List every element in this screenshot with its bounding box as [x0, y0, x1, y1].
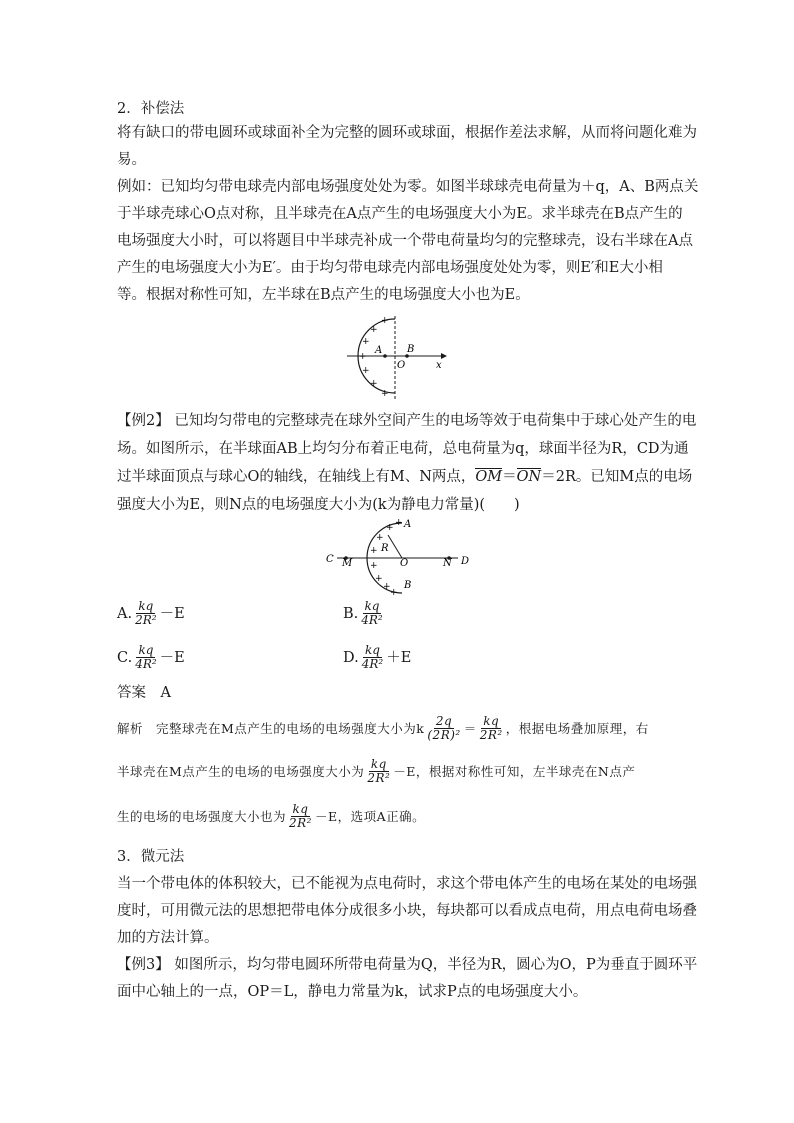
label-c: C: [326, 554, 334, 565]
text-span: 半球壳在M点产生的电场的电场强度大小为: [117, 763, 365, 779]
label-x: x: [436, 360, 442, 371]
paragraph-line: 加的方法计算。: [117, 930, 219, 946]
plus-sign: +: [370, 325, 378, 335]
hemisphere-axis-figure: [320, 517, 480, 595]
label-b: B: [407, 344, 415, 355]
analysis-line: [117, 715, 649, 742]
plus-sign: +: [370, 546, 378, 556]
numerator: kq: [364, 599, 380, 613]
paragraph-line: 面中心轴上的一点，OP＝L，静电力常量为k，试求P点的电场强度大小。: [117, 984, 588, 1000]
hemisphere-figure: [345, 313, 455, 403]
option-tail: －E: [159, 605, 185, 622]
denominator: 2R²: [367, 771, 391, 785]
paragraph-line: 【例2】 已知均匀带电的完整球壳在球外空间产生的电场等效于电荷集中于球心处产生的电: [117, 413, 697, 429]
analysis-line: [117, 803, 425, 830]
label-d: D: [461, 556, 470, 567]
denominator: 2R²: [479, 728, 503, 742]
option-tail: －E: [159, 649, 185, 666]
fraction: [425, 715, 462, 742]
plus-sign: +: [362, 337, 370, 347]
paragraph-line: 电场强度大小时，可以将题目中半球壳补成一个带电荷量均匀的完整球壳，设右半球在A点: [117, 233, 693, 249]
label-o: O: [397, 360, 406, 371]
segment-om: OM: [475, 469, 503, 485]
label-b: B: [404, 580, 412, 591]
plus-sign: +: [381, 389, 389, 399]
option-tail: ＋E: [386, 649, 412, 666]
section-heading-micro-element: 3．微元法: [117, 849, 185, 865]
fraction: [133, 644, 158, 671]
denominator: 4R²: [361, 613, 383, 627]
fraction: [365, 758, 392, 785]
denominator: (2R)²: [427, 728, 461, 742]
plus-sign: +: [395, 518, 403, 528]
option-label: A.: [117, 605, 133, 622]
text-span: 生的电场的电场强度大小也为: [117, 808, 287, 824]
section-heading-compensation: 2．补偿法: [117, 101, 185, 117]
segment-on: ON: [516, 469, 542, 485]
text-span: －E，根据对称性可知，左半球壳在N点产: [393, 763, 636, 779]
paragraph-line: [117, 469, 692, 485]
numerator: 2q: [435, 714, 453, 728]
option-label: C.: [117, 649, 133, 666]
paragraph-line: 场。如图所示，在半球面AB上均匀分布着正电荷，总电荷量为q，球面半径为R，CD为通: [117, 441, 689, 457]
numerator: kq: [138, 643, 154, 657]
fraction: [478, 715, 505, 742]
x-axis-arrow-icon: [441, 353, 447, 359]
answer-line: 答案 A: [117, 685, 171, 701]
option-label: B.: [343, 605, 359, 622]
plus-sign: +: [362, 366, 370, 376]
numerator: kq: [138, 599, 154, 613]
plus-sign: +: [390, 588, 398, 595]
paragraph-line: 【例3】 如图所示，均匀带电圆环所带电荷量为Q，半径为R，圆心为O，P为垂直于圆环平: [117, 957, 698, 973]
plus-sign: +: [370, 561, 378, 571]
option-label: D.: [343, 649, 359, 666]
label-a: A: [375, 345, 383, 356]
denominator: 2R²: [289, 816, 312, 830]
option-b[interactable]: [343, 600, 386, 627]
denominator: 4R²: [135, 657, 157, 671]
denominator: 4R²: [361, 657, 384, 671]
label-n: N: [443, 558, 452, 569]
fraction: [287, 803, 314, 830]
text-span: ，根据电场叠加原理，右: [505, 720, 649, 736]
text-span: －E，选项A正确。: [315, 808, 426, 824]
paragraph-line: 例如：已知均匀带电球壳内部电场强度处处为零。如图半球球壳电荷量为＋q，A、B两点关: [117, 179, 699, 195]
option-d[interactable]: [343, 644, 411, 671]
denominator: 2R²: [135, 613, 157, 627]
text-span: ＝: [502, 469, 517, 485]
text-span: ＝: [463, 720, 477, 736]
label-o: O: [400, 558, 409, 569]
fraction: [133, 600, 158, 627]
paragraph-line: 度时，可用微元法的思想把带电体分成很多小块，每块都可以看成点电荷，用点电荷电场叠: [117, 903, 697, 919]
analysis-line: [117, 758, 635, 785]
paragraph-line: 当一个带电体的体积较大，已不能视为点电荷时，求这个带电体产生的电场在某处的电场强: [117, 876, 697, 892]
option-a[interactable]: [117, 600, 185, 627]
plus-sign: +: [375, 574, 383, 584]
paragraph-line: 易。: [117, 152, 146, 168]
numerator: kq: [370, 757, 387, 771]
text-span: ＝2R。已知M点的电场: [541, 469, 693, 485]
plus-sign: +: [359, 352, 367, 362]
label-m: M: [342, 558, 353, 569]
plus-sign: +: [386, 523, 394, 533]
paragraph-line: 强度大小为E，则N点的电场强度大小为(k为静电力常量)( ): [117, 497, 520, 513]
paragraph-line: 于半球壳球心O点对称，且半球壳在A点产生的电场强度大小为E。求半球壳在B点产生的: [117, 206, 683, 222]
radius-r-line: [388, 535, 402, 558]
numerator: kq: [292, 802, 309, 816]
fraction: [360, 644, 385, 671]
paragraph-line: 产生的电场强度大小为E′。由于均匀带电球壳内部电场强度处处为零，则E′和E大小相: [117, 260, 663, 276]
option-c[interactable]: [117, 644, 185, 671]
point-a-dot: [383, 354, 387, 358]
plus-sign: +: [381, 316, 389, 326]
paragraph-line: 将有缺口的带电圆环或球面补全为完整的圆环或球面，根据作差法求解，从而将问题化难为: [117, 125, 697, 141]
plus-sign: +: [370, 379, 378, 389]
numerator: kq: [483, 714, 500, 728]
numerator: kq: [364, 643, 380, 657]
plus-sign: +: [376, 533, 384, 543]
text-span: 过半球面顶点与球心O的轴线，在轴线上有M、N两点，: [117, 469, 476, 485]
paragraph-line: 等。根据对称性可知，左半球在B点产生的电场强度大小也为E。: [117, 287, 530, 303]
text-span: 解析 完整球壳在M点产生的电场的电场强度大小为k: [117, 720, 425, 736]
plus-sign: +: [383, 582, 391, 592]
label-a: A: [404, 519, 412, 530]
label-r: R: [381, 543, 389, 554]
fraction: [359, 600, 384, 627]
